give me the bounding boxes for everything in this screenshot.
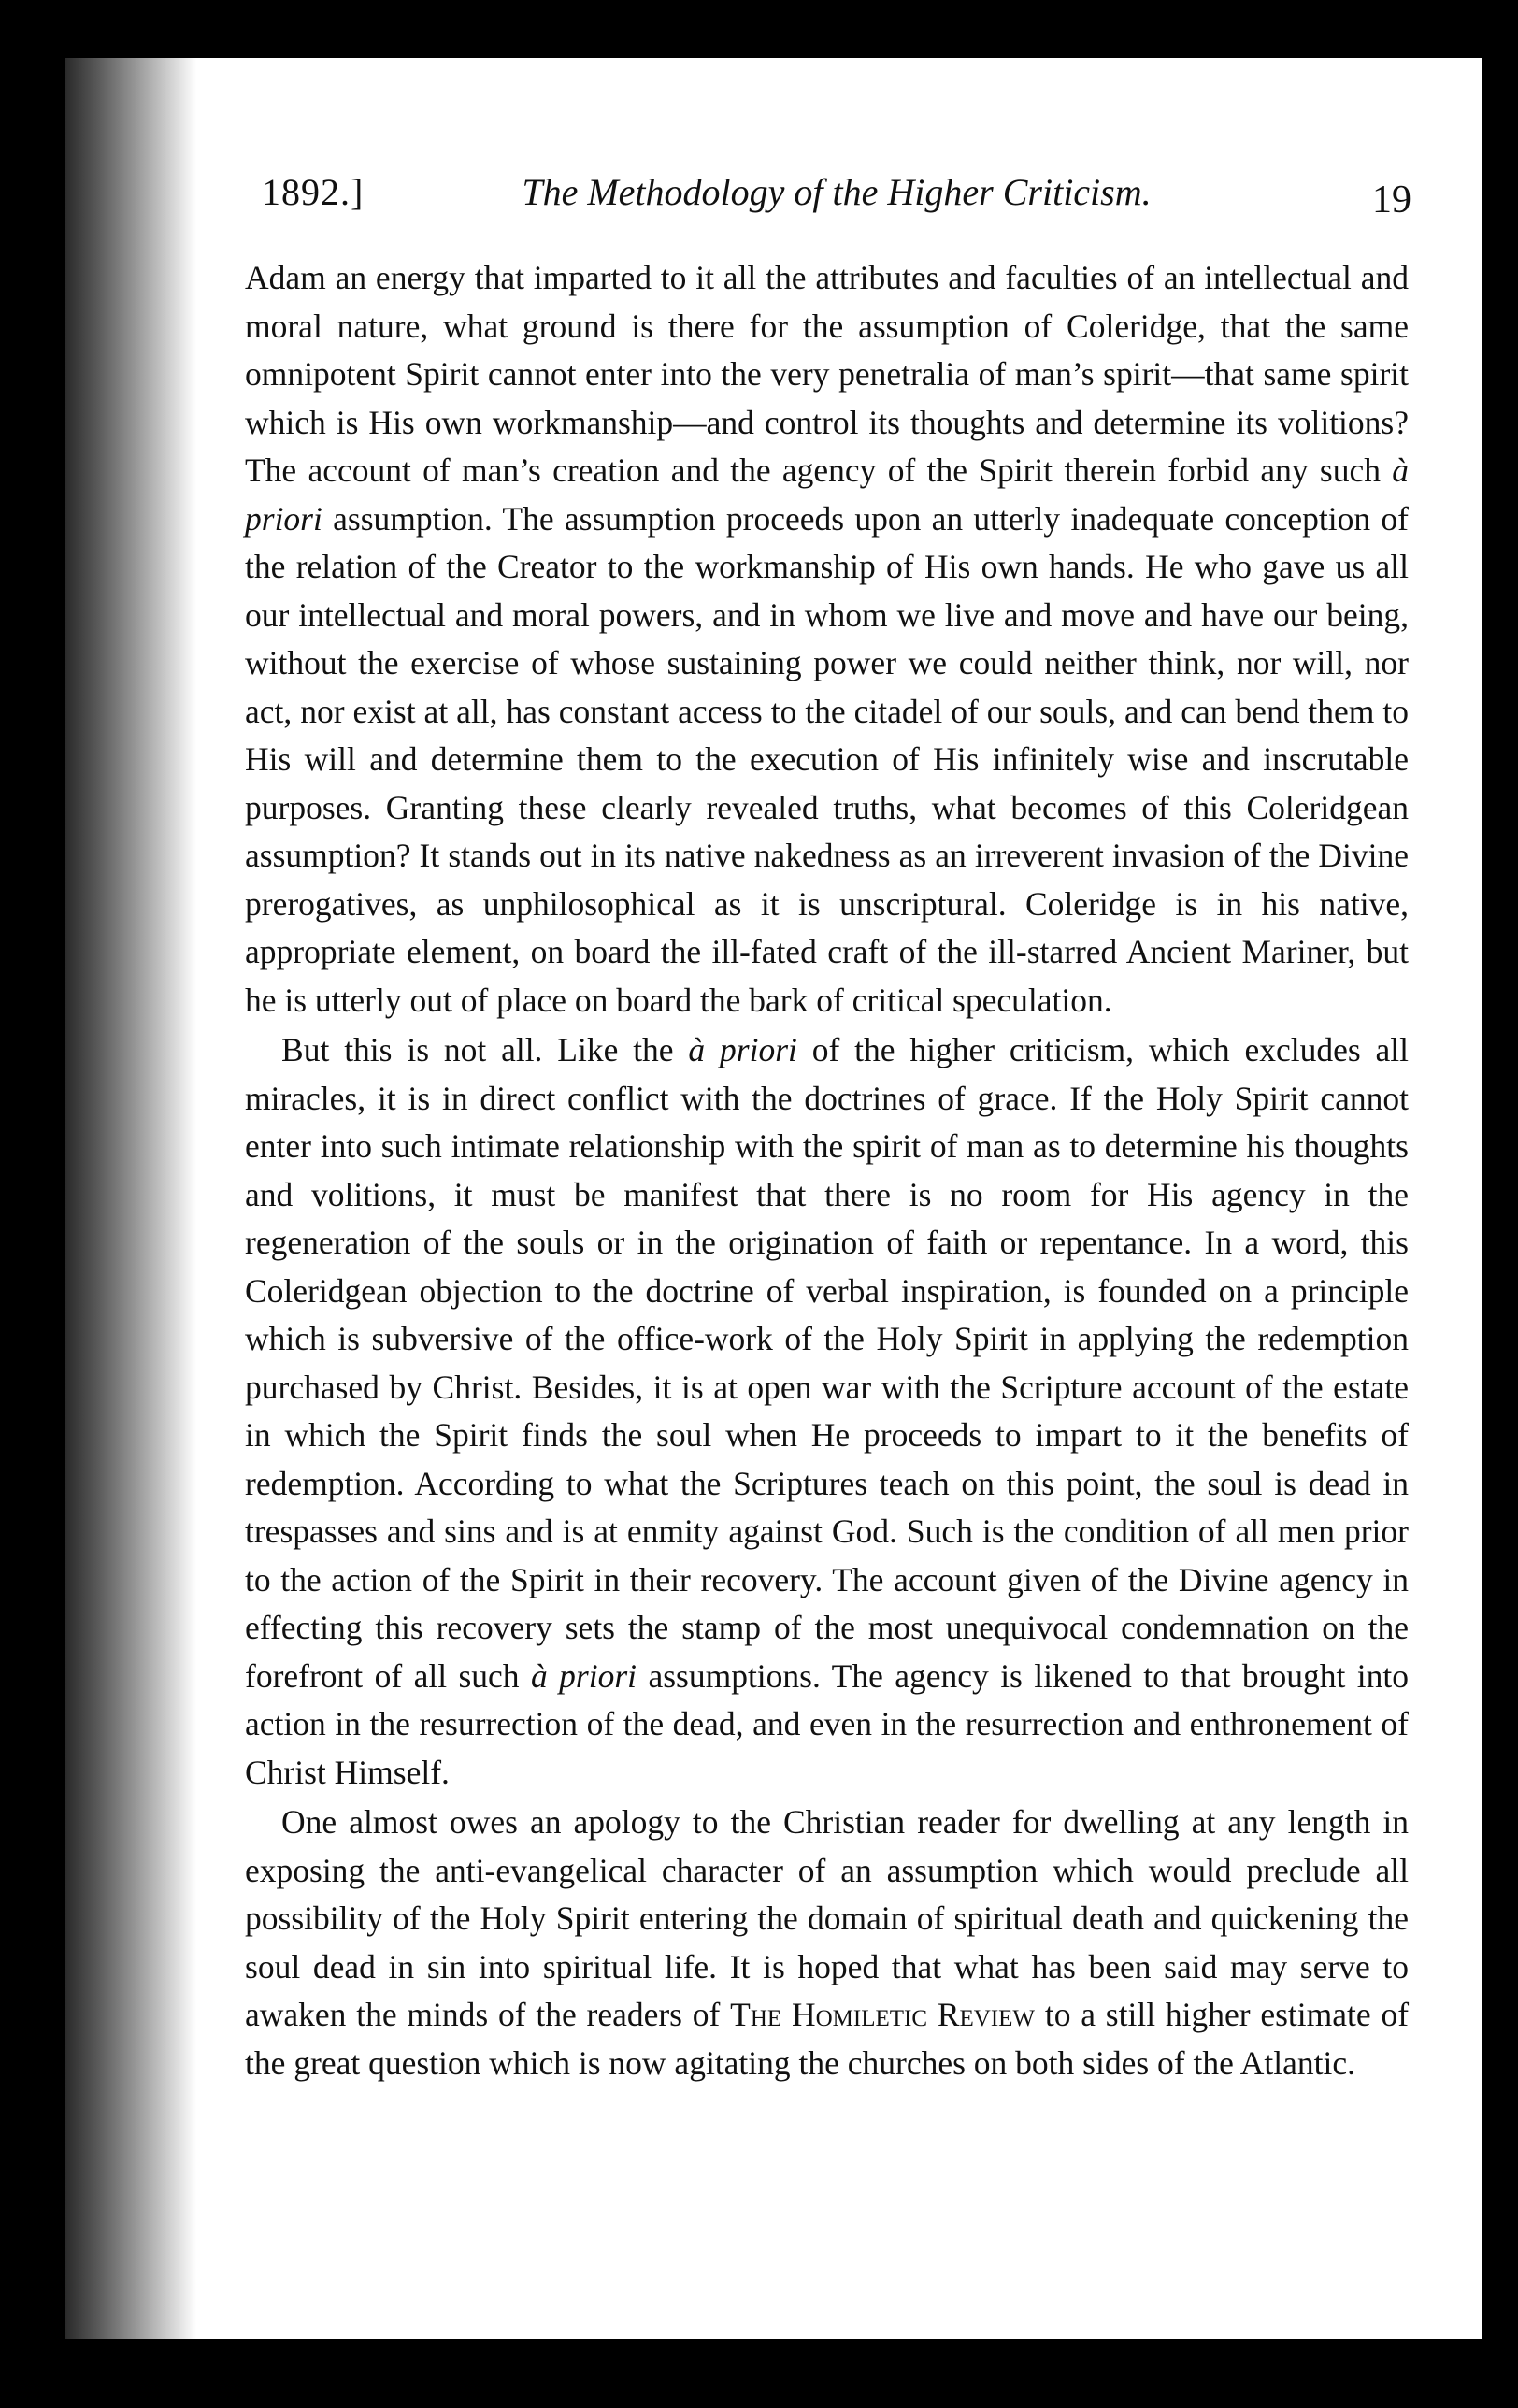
italic-phrase: à priori [245, 452, 1409, 538]
text-run: But this is not all. Like the [281, 1031, 689, 1068]
book-page [65, 58, 1482, 2339]
text-run: of the higher criticism, which excludes all miracles, it is in direct conflict with the doctrines of grace. If the Holy Spirit cannot enter into such intimate relationship with the spirit of man as to determine his thoughts and volitions, it must be manifest that there is no room for His agency in the regeneration of the souls or in the origination of faith or repentance. In a word, this Coleridgean objection to the doctrine of verbal inspiration, is founded on a principle which is subversive of the office-work of the Holy Spirit in applying the redemption purchased by Christ. Besides, it is at open war with the Scripture account of the estate in which the Spirit finds the soul when He proceeds to impart to it the benefits of redemption. According to what the Scriptures teach on this point, the soul is dead in trespasses and sins and is at enmity against God. Such is the condition of all men prior to the action of the Spirit in their recovery. The account given of the Divine agency in effecting this recovery sets the stamp of the most unequivocal condemnation on the forefront of all such [245, 1031, 1410, 1695]
page-number: 19 [1372, 179, 1411, 222]
paragraph-1 [245, 254, 1409, 1025]
italic-phrase: à priori [530, 1656, 637, 1695]
text-run: One almost owes an apology to the Christian reader for dwelling at any length in exposing the anti-evangelical character of an assumption which would preclude all possibility of the Holy Spirit entering the domain of spiritual death and quickening the soul dead in sin into spiritual life. It is hoped that what has been said may serve to awaken the minds of the readers of [245, 1803, 1409, 2033]
body-text [245, 254, 1409, 2087]
page-gutter-shadow [65, 58, 196, 2339]
running-header [262, 170, 1411, 226]
italic-phrase: à priori [688, 1031, 797, 1068]
header-year: 1892.] [262, 171, 365, 213]
text-run: to a still higher estimate of the great question which is now agitating the churches on both sides of the Atlantic. [245, 1996, 1410, 2082]
text-run: assumptions. The agency is likened to that brought into action in the resurrection of the dead, and even in the resurrection and enthronement of Christ Himself. [245, 1656, 1409, 1791]
running-title: The Methodology of the Higher Criticism. [522, 171, 1152, 213]
text-run: assumption. The assumption proceeds upon an utterly inadequate conception of the relation of the Creator to the workmanship of His own hands. He who gave us all our intellectual and moral powers, and in whom we live and move and have our being, without the exercise of whose sustaining power we could neither think, nor will, nor act, nor exist at all, has constant access to the citadel of our souls, and can bend them to His will and determine them to the execution of His infinitely wise and inscrutable purposes. Granting these clearly revealed truths, what becomes of this Coleridgean assumption? It stands out in its native nakedness as an irreverent invasion of the Divine prerogatives, as unphilosophical as it is unscriptural. Coleridge is in his native, appropriate element, on board the ill-fated craft of the ill-starred Ancient Mariner, but he is utterly out of place on board the bark of critical speculation. [245, 499, 1409, 1019]
text-run: Adam an energy that imparted to it all the attributes and faculties of an intellectual and moral nature, what ground is there for the assumption of Coleridge, that the same omnipotent Spirit cannot enter into the very penetralia of man’s spirit—that same spirit which is His own workmanship—and control its thoughts and determine its volitions? The account of man’s creation and the agency of the Spirit therein forbid any such [245, 259, 1409, 489]
paragraph-3 [245, 1799, 1409, 2087]
paragraph-2 [245, 1026, 1409, 1797]
journal-title: The Homiletic Review [730, 1996, 1036, 2033]
